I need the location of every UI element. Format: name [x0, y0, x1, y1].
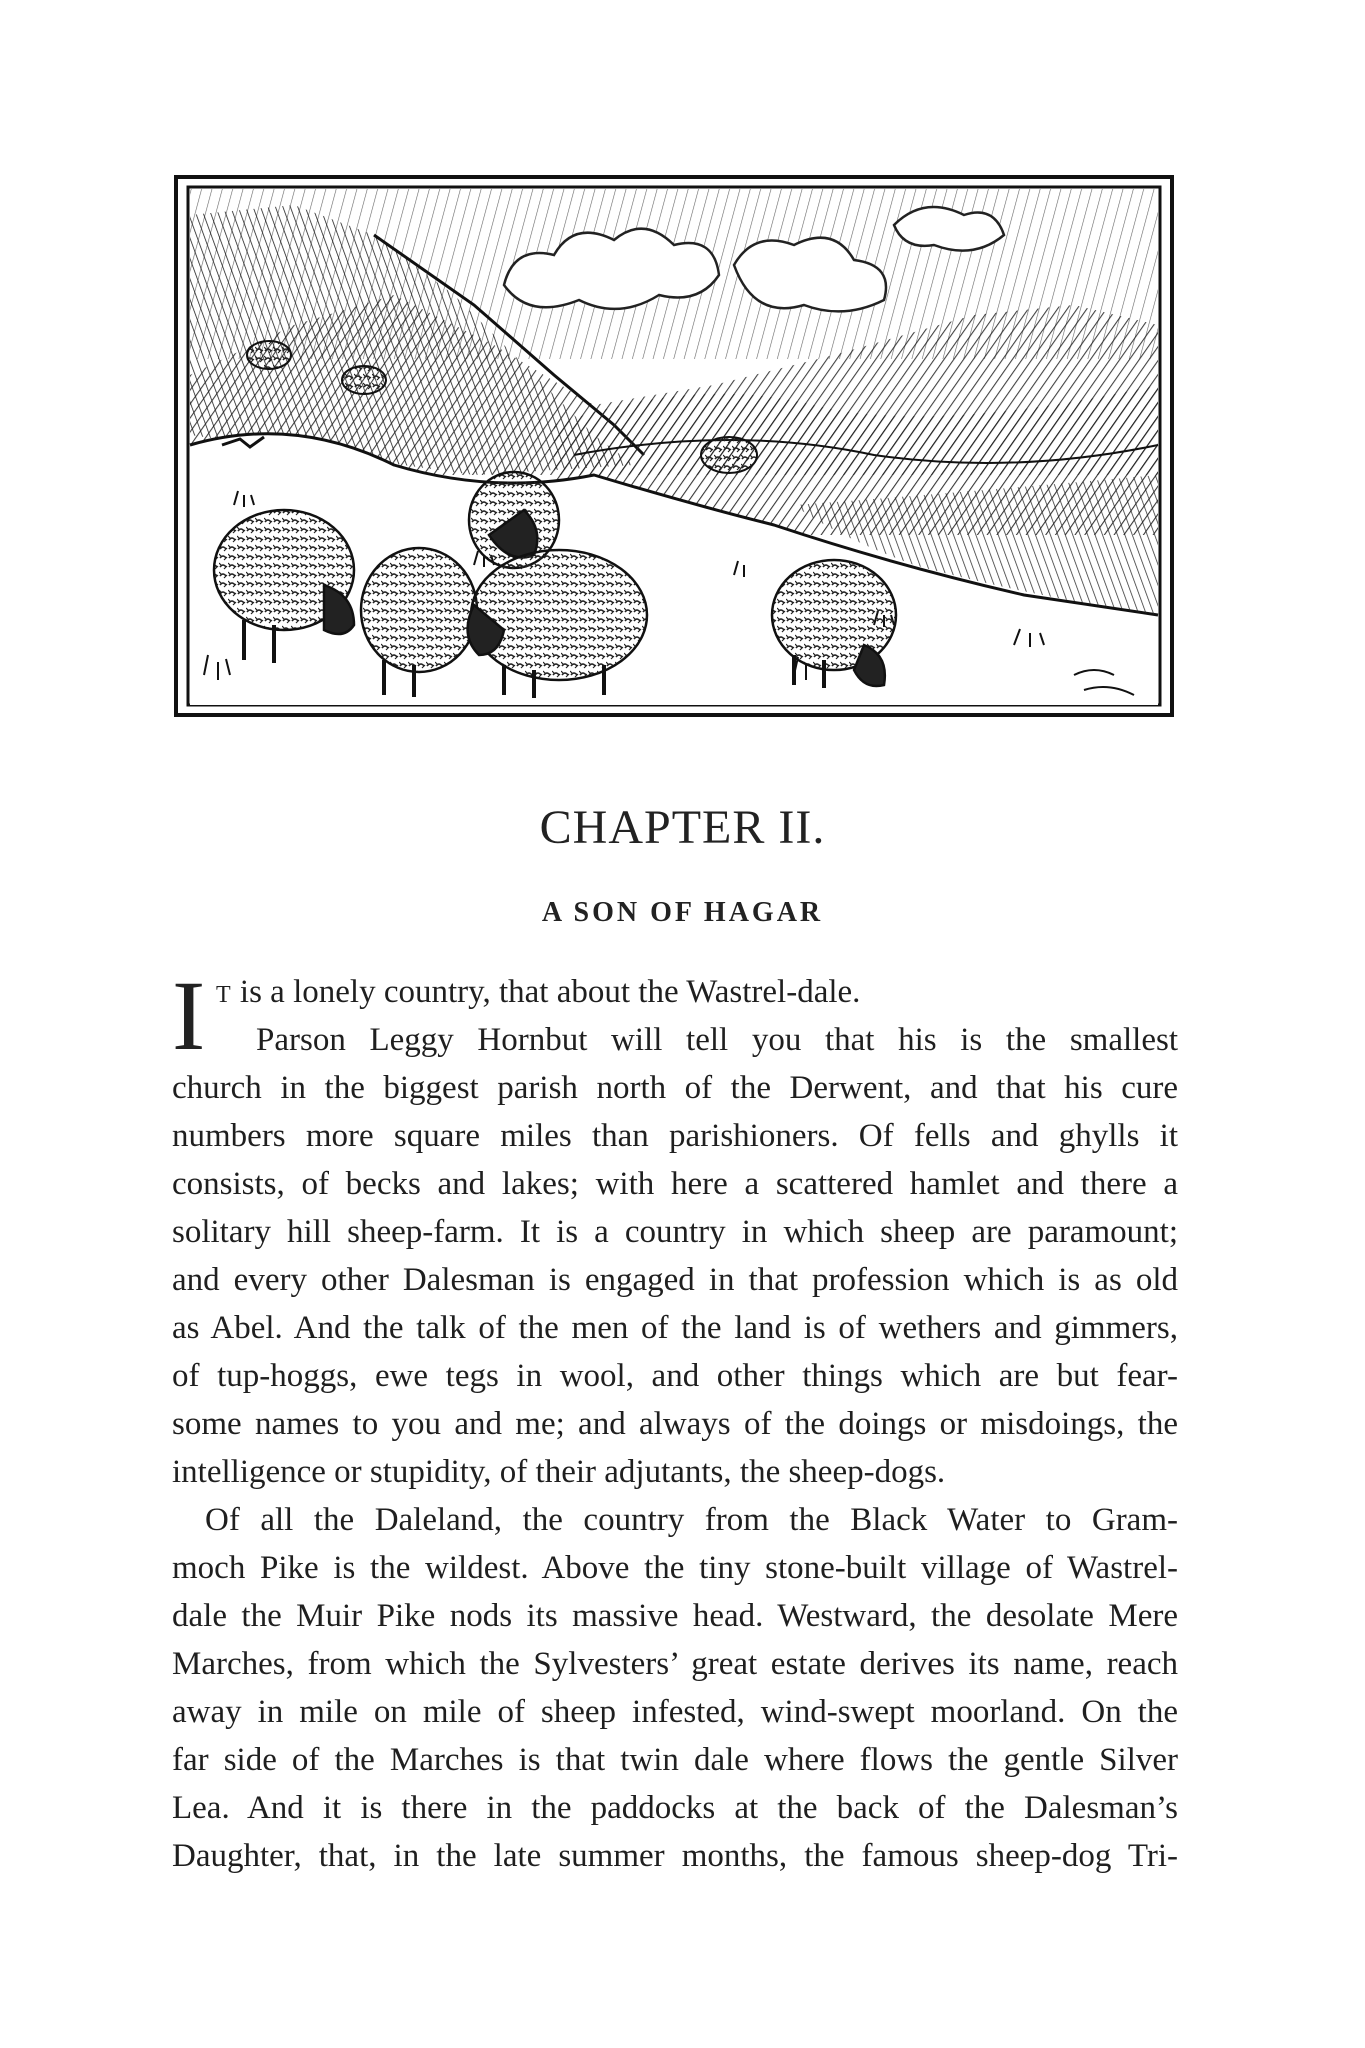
text-line: of tup-hoggs, ewe tegs in wool, and other things which are but fear- [172, 1358, 1178, 1394]
text-line: as Abel. And the talk of the men of the land is of wethers and gimmers, [172, 1310, 1178, 1346]
text-line: Lea. And it is there in the paddocks at the back of the Dalesman’s [172, 1790, 1178, 1826]
text-line: consists, of becks and lakes; with here a scattered hamlet and there a [172, 1166, 1178, 1202]
text-line: Marches, from which the Sylvesters’ great estate derives its name, reach [172, 1646, 1178, 1682]
sheep-landscape-engraving-icon [174, 175, 1174, 717]
text-line: numbers more square miles than parishioners. Of fells and ghylls it [172, 1118, 1178, 1154]
text-line: intelligence or stupidity, of their adjutants, the sheep-dogs. [172, 1454, 946, 1490]
text-line: far side of the Marches is that twin dale where flows the gentle Silver [172, 1742, 1178, 1778]
chapter-body [172, 960, 1178, 1880]
chapter-subtitle: A SON OF HAGAR [541, 897, 824, 928]
text-line: Daughter, that, in the late summer months, the famous sheep-dog Tri- [172, 1838, 1178, 1874]
text-line: Of all the Daleland, the country from the Black Water to Gram- [205, 1502, 1178, 1538]
text-line: Parson Leggy Hornbut will tell you that his is the smallest [256, 1022, 1178, 1058]
text-line: away in mile on mile of sheep infested, wind-swept moorland. On the [172, 1694, 1178, 1730]
text-line: some names to you and me; and always of the doings or misdoings, the [172, 1406, 1178, 1442]
chapter-title: CHAPTER II. [539, 801, 826, 854]
text-line: dale the Muir Pike nods its massive head. Westward, the desolate Mere [172, 1598, 1178, 1634]
drop-cap: I [172, 960, 206, 1071]
opening-line-rest: is a lonely country, that about the Wastrel-dale. [231, 974, 861, 1010]
text-line: church in the biggest parish north of the Derwent, and that his cure [172, 1070, 1178, 1106]
text-line: and every other Dalesman is engaged in that profession which is as old [172, 1262, 1178, 1298]
text-line: solitary hill sheep-farm. It is a country in which sheep are paramount; [172, 1214, 1178, 1250]
opening-smallcap: T [216, 982, 232, 1008]
opening-line-text [216, 968, 860, 1019]
text-line: moch Pike is the wildest. Above the tiny stone-built village of Wastrel- [172, 1550, 1178, 1586]
